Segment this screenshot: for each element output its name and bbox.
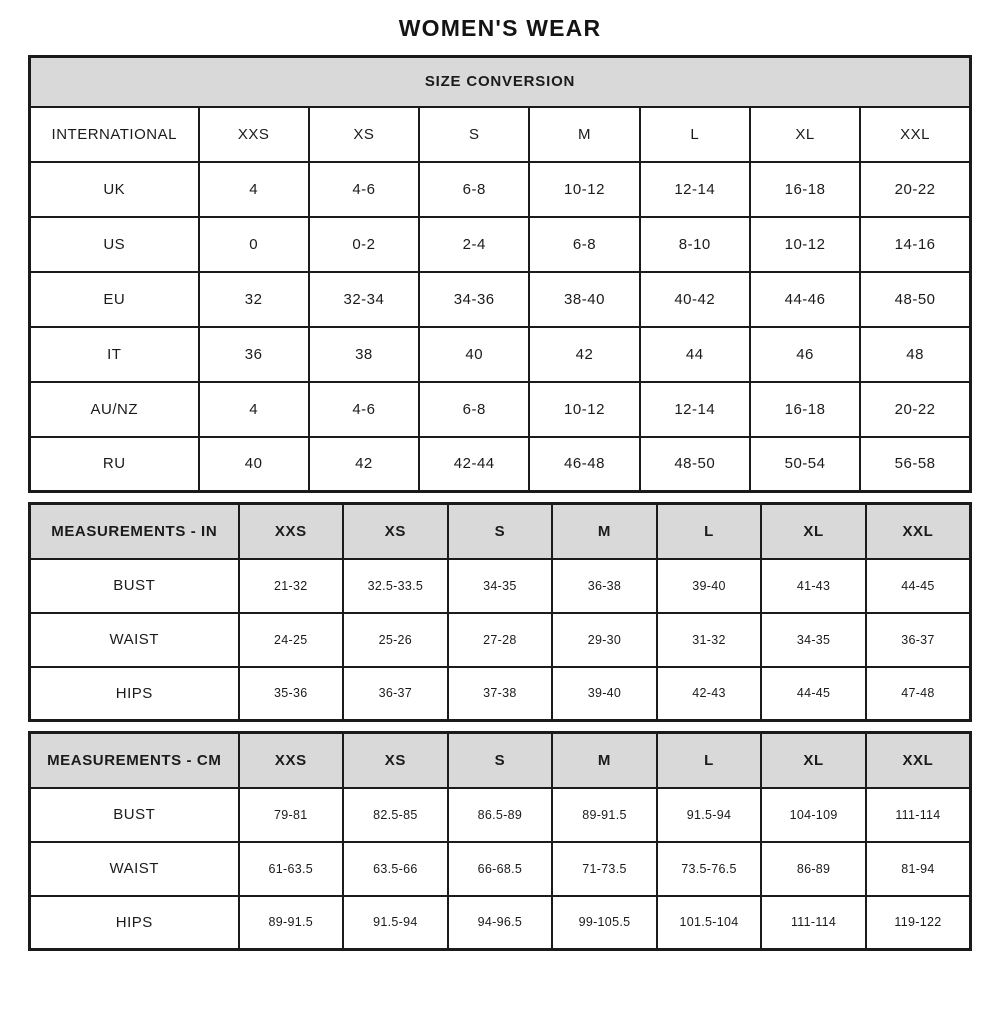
measure-cell: 36-37 <box>343 667 448 721</box>
measure-cell: 66-68.5 <box>448 842 553 896</box>
header-m: M <box>552 504 657 559</box>
size-cell: 56-58 <box>860 437 970 492</box>
size-cell: 32-34 <box>309 272 419 327</box>
row-label: EU <box>30 272 199 327</box>
measure-cell: 39-40 <box>552 667 657 721</box>
measure-cell: 82.5-85 <box>343 788 448 842</box>
size-conversion-table <box>28 55 972 493</box>
table-row-waist-in <box>30 613 971 667</box>
measure-cell: 101.5-104 <box>657 896 762 950</box>
size-cell: 40-42 <box>640 272 750 327</box>
size-cell: 38-40 <box>529 272 639 327</box>
measure-cell: 91.5-94 <box>657 788 762 842</box>
measure-cell: 31-32 <box>657 613 762 667</box>
size-cell: 14-16 <box>860 217 970 272</box>
header-m: M <box>552 733 657 788</box>
measure-cell: 71-73.5 <box>552 842 657 896</box>
measure-cell: 111-114 <box>866 788 971 842</box>
size-cell: 0-2 <box>309 217 419 272</box>
header-s: S <box>448 733 553 788</box>
measure-cell: 36-37 <box>866 613 971 667</box>
size-cell: 4-6 <box>309 382 419 437</box>
size-chart-page <box>0 15 1000 951</box>
measure-cell: 81-94 <box>866 842 971 896</box>
measure-cell: 21-32 <box>239 559 344 613</box>
measure-cell: 86.5-89 <box>448 788 553 842</box>
row-label: HIPS <box>30 896 239 950</box>
header-xxs: XXS <box>239 504 344 559</box>
size-cell: 44 <box>640 327 750 382</box>
size-cell: 48-50 <box>860 272 970 327</box>
measure-cell: 34-35 <box>448 559 553 613</box>
measure-cell: 41-43 <box>761 559 866 613</box>
header-xxl: XXL <box>866 504 971 559</box>
size-cell: 4 <box>199 162 309 217</box>
measure-cell: 61-63.5 <box>239 842 344 896</box>
size-cell: 6-8 <box>419 162 529 217</box>
size-cell: 6-8 <box>419 382 529 437</box>
measurements-cm-title: MEASUREMENTS - CM <box>30 733 239 788</box>
header-xl: XL <box>761 504 866 559</box>
header-xxs: XXS <box>199 107 309 162</box>
size-cell: 10-12 <box>750 217 860 272</box>
header-s: S <box>419 107 529 162</box>
measure-cell: 111-114 <box>761 896 866 950</box>
table-row-aunz <box>30 382 971 437</box>
measure-cell: 24-25 <box>239 613 344 667</box>
size-cell: 20-22 <box>860 162 970 217</box>
size-cell: 46 <box>750 327 860 382</box>
measure-cell: 47-48 <box>866 667 971 721</box>
size-cell: 34-36 <box>419 272 529 327</box>
size-cell: 40 <box>199 437 309 492</box>
measure-cell: 44-45 <box>761 667 866 721</box>
measure-cell: 79-81 <box>239 788 344 842</box>
header-xs: XS <box>343 733 448 788</box>
row-label: WAIST <box>30 842 239 896</box>
size-cell: 10-12 <box>529 162 639 217</box>
header-xxs: XXS <box>239 733 344 788</box>
measure-cell: 29-30 <box>552 613 657 667</box>
row-label: WAIST <box>30 613 239 667</box>
measure-cell: 89-91.5 <box>552 788 657 842</box>
measure-cell: 89-91.5 <box>239 896 344 950</box>
table-row-bust-in <box>30 559 971 613</box>
header-m: M <box>529 107 639 162</box>
table-row-waist-cm <box>30 842 971 896</box>
size-cell: 12-14 <box>640 382 750 437</box>
size-cell: 8-10 <box>640 217 750 272</box>
table-row-eu <box>30 272 971 327</box>
row-label: HIPS <box>30 667 239 721</box>
table-row-ru <box>30 437 971 492</box>
measure-cell: 36-38 <box>552 559 657 613</box>
size-cell: 10-12 <box>529 382 639 437</box>
table-row-it <box>30 327 971 382</box>
header-xs: XS <box>309 107 419 162</box>
size-cell: 6-8 <box>529 217 639 272</box>
measure-cell: 27-28 <box>448 613 553 667</box>
size-cell: 48-50 <box>640 437 750 492</box>
size-cell: 12-14 <box>640 162 750 217</box>
row-label: BUST <box>30 559 239 613</box>
measure-cell: 32.5-33.5 <box>343 559 448 613</box>
size-cell: 2-4 <box>419 217 529 272</box>
header-l: L <box>657 733 762 788</box>
header-xxl: XXL <box>860 107 970 162</box>
size-cell: 42 <box>309 437 419 492</box>
size-cell: 40 <box>419 327 529 382</box>
measure-cell: 35-36 <box>239 667 344 721</box>
size-cell: 4-6 <box>309 162 419 217</box>
measurements-in-title: MEASUREMENTS - IN <box>30 504 239 559</box>
size-cell: 42-44 <box>419 437 529 492</box>
header-xs: XS <box>343 504 448 559</box>
size-cell: 42 <box>529 327 639 382</box>
size-cell: 44-46 <box>750 272 860 327</box>
size-conversion-header-row <box>30 107 971 162</box>
header-xxl: XXL <box>866 733 971 788</box>
header-international: INTERNATIONAL <box>30 107 199 162</box>
size-cell: 0 <box>199 217 309 272</box>
table-row-bust-cm <box>30 788 971 842</box>
row-label: US <box>30 217 199 272</box>
measurements-in-header-row <box>30 504 971 559</box>
measure-cell: 37-38 <box>448 667 553 721</box>
row-label: UK <box>30 162 199 217</box>
row-label: BUST <box>30 788 239 842</box>
size-cell: 36 <box>199 327 309 382</box>
measure-cell: 104-109 <box>761 788 866 842</box>
row-label: AU/NZ <box>30 382 199 437</box>
measure-cell: 86-89 <box>761 842 866 896</box>
measurements-cm-header-row <box>30 733 971 788</box>
header-s: S <box>448 504 553 559</box>
table-row-uk <box>30 162 971 217</box>
size-cell: 48 <box>860 327 970 382</box>
header-xl: XL <box>750 107 860 162</box>
measure-cell: 73.5-76.5 <box>657 842 762 896</box>
size-conversion-title-row <box>30 57 971 107</box>
size-cell: 16-18 <box>750 162 860 217</box>
measure-cell: 94-96.5 <box>448 896 553 950</box>
measure-cell: 91.5-94 <box>343 896 448 950</box>
size-cell: 32 <box>199 272 309 327</box>
size-cell: 20-22 <box>860 382 970 437</box>
measure-cell: 63.5-66 <box>343 842 448 896</box>
size-cell: 50-54 <box>750 437 860 492</box>
table-row-hips-in <box>30 667 971 721</box>
size-conversion-title: SIZE CONVERSION <box>30 57 971 107</box>
header-xl: XL <box>761 733 866 788</box>
measure-cell: 99-105.5 <box>552 896 657 950</box>
measure-cell: 42-43 <box>657 667 762 721</box>
measurements-in-table <box>28 502 972 722</box>
row-label: IT <box>30 327 199 382</box>
size-cell: 46-48 <box>529 437 639 492</box>
measurements-cm-table <box>28 731 972 951</box>
measure-cell: 25-26 <box>343 613 448 667</box>
measure-cell: 119-122 <box>866 896 971 950</box>
row-label: RU <box>30 437 199 492</box>
size-cell: 38 <box>309 327 419 382</box>
header-l: L <box>640 107 750 162</box>
table-row-us <box>30 217 971 272</box>
page-title: WOMEN'S WEAR <box>398 15 602 41</box>
table-row-hips-cm <box>30 896 971 950</box>
measure-cell: 44-45 <box>866 559 971 613</box>
measure-cell: 39-40 <box>657 559 762 613</box>
measure-cell: 34-35 <box>761 613 866 667</box>
size-cell: 16-18 <box>750 382 860 437</box>
header-l: L <box>657 504 762 559</box>
size-cell: 4 <box>199 382 309 437</box>
